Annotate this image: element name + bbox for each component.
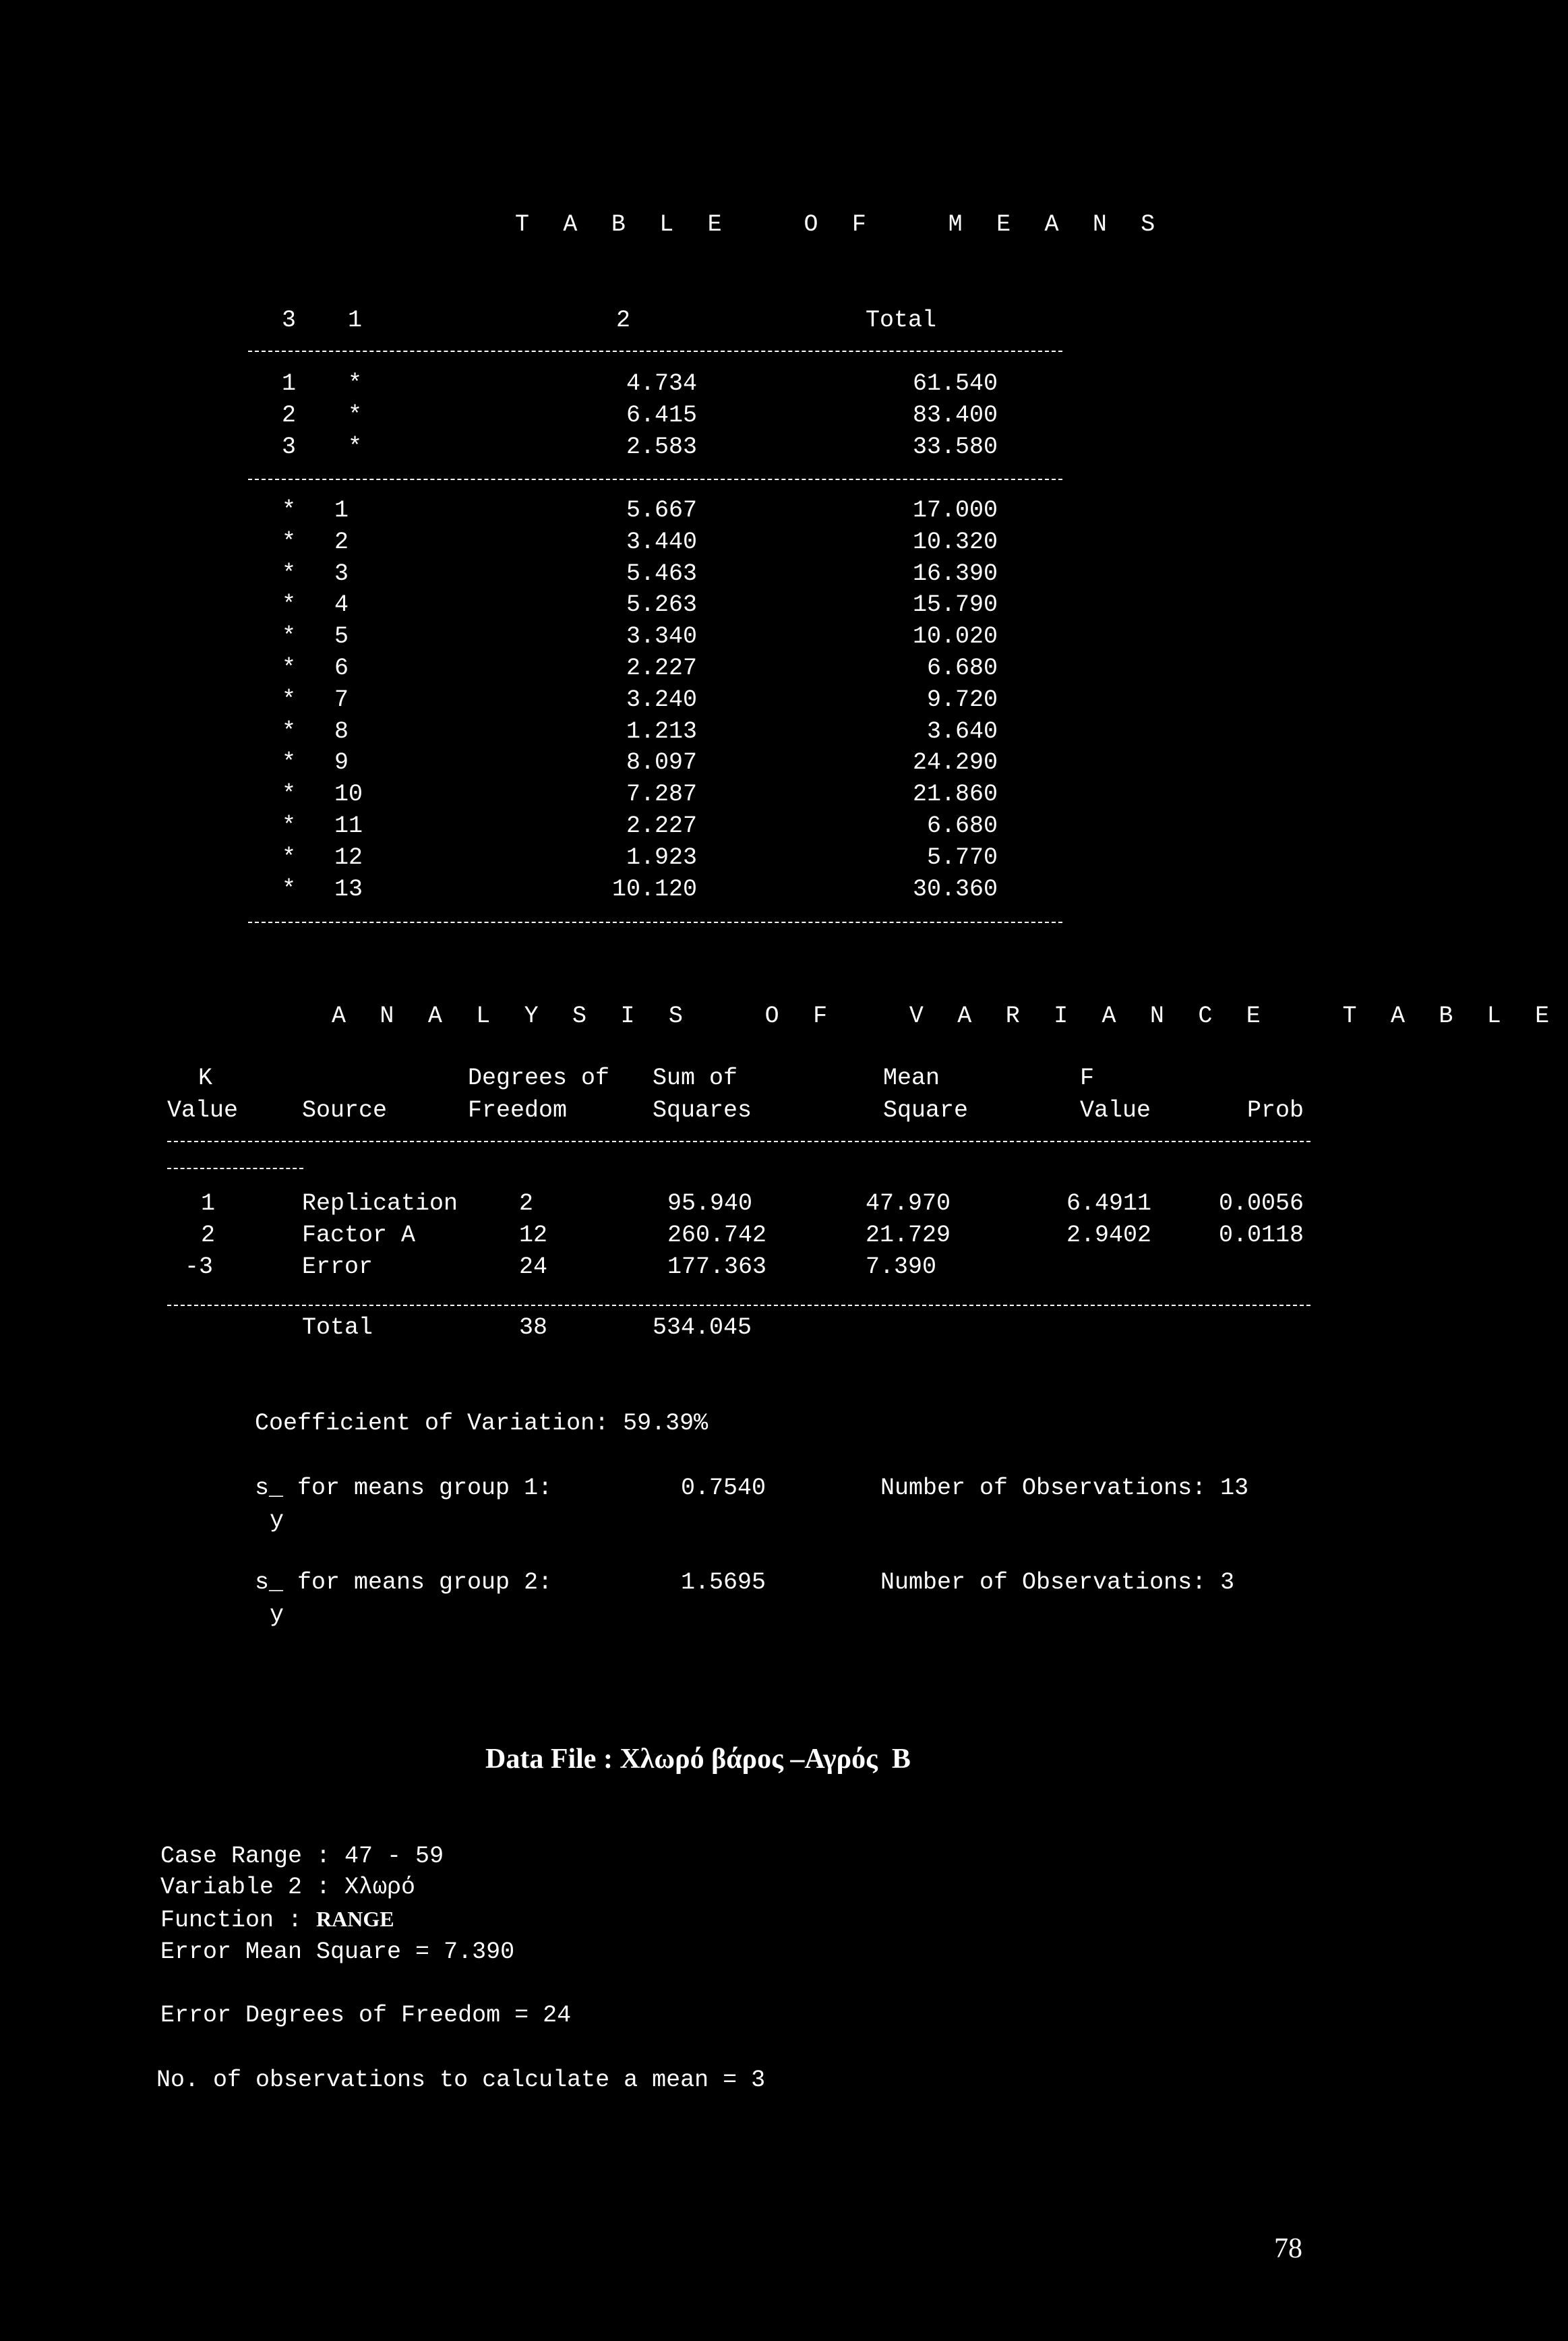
sy-group2-label: s_ for means group 2: [255, 1569, 553, 1596]
error-degrees-of-freedom: Error Degrees of Freedom = 24 [160, 2002, 572, 2029]
means-cell-b: * [348, 402, 363, 429]
means-cell-a: * [282, 528, 297, 556]
means-cell-total: 30.360 [912, 875, 998, 903]
means-cell-a: * [282, 591, 297, 619]
anova-total-ss: 534.045 [653, 1314, 752, 1341]
means-cell-mean: 8.097 [626, 749, 697, 777]
means-cell-b: 12 [334, 843, 363, 871]
function-label: Function : [160, 1907, 317, 1934]
function-line [160, 1908, 394, 1932]
divider [248, 351, 1062, 353]
means-title: T A B L E O F M E A N S [515, 211, 1165, 238]
means-cell-a: * [282, 812, 297, 839]
means-header-3: 3 [282, 307, 297, 334]
means-cell-total: 6.680 [926, 655, 998, 682]
sy-group1-label: s_ for means group 1: [255, 1475, 553, 1502]
means-cell-total: 5.770 [926, 843, 998, 871]
anova-title: A N A L Y S I S O F V A R I A N C E T A B L E [332, 1003, 1559, 1030]
sy-group2-value: 1.5695 [681, 1569, 766, 1596]
means-cell-a: * [282, 781, 297, 808]
means-cell-a: 3 [282, 434, 297, 461]
means-cell-a: * [282, 749, 297, 777]
means-cell-a: 1 [282, 370, 297, 397]
means-cell-total: 15.790 [912, 591, 998, 619]
means-cell-a: 2 [282, 402, 297, 429]
means-cell-total: 16.390 [912, 560, 998, 587]
means-cell-mean: 5.263 [626, 591, 697, 619]
means-cell-mean: 3.240 [626, 686, 697, 713]
means-cell-mean: 4.734 [626, 370, 697, 397]
means-cell-mean: 3.440 [626, 528, 697, 556]
anova-header-f2: Value [1080, 1097, 1151, 1124]
means-cell-a: * [282, 717, 297, 745]
means-cell-a: * [282, 655, 297, 682]
anova-cell-df: 2 [519, 1190, 534, 1217]
anova-cell-ms: 47.970 [866, 1190, 951, 1217]
anova-cell-source: Error [302, 1253, 373, 1280]
means-cell-mean: 2.227 [626, 812, 697, 839]
means-cell-b: 9 [334, 749, 349, 777]
anova-total-label: Total [302, 1314, 373, 1341]
anova-cell-df: 12 [519, 1222, 548, 1249]
means-header-2: 2 [616, 307, 631, 334]
means-cell-mean: 6.415 [626, 402, 697, 429]
means-cell-b: 4 [334, 591, 349, 619]
anova-header-df1: Degrees of [468, 1065, 610, 1092]
sy-group1-observations: Number of Observations: 13 [880, 1475, 1249, 1502]
anova-cell-k: -3 [185, 1253, 214, 1280]
means-cell-total: 61.540 [912, 370, 998, 397]
y-subscript: y [270, 1601, 284, 1628]
means-cell-total: 24.290 [912, 749, 998, 777]
means-cell-total: 33.580 [912, 434, 998, 461]
means-cell-b: 3 [334, 560, 349, 587]
divider [248, 922, 1062, 924]
means-cell-mean: 10.120 [611, 875, 697, 903]
anova-cell-ss: 260.742 [667, 1222, 767, 1249]
anova-cell-ss: 95.940 [667, 1190, 753, 1217]
means-cell-mean: 5.667 [626, 497, 697, 524]
means-cell-total: 10.320 [912, 528, 998, 556]
anova-cell-df: 24 [519, 1253, 548, 1280]
anova-cell-source: Replication [302, 1190, 458, 1217]
function-value: RANGE [316, 1907, 394, 1931]
anova-cell-f: 2.9402 [1066, 1222, 1152, 1249]
anova-header-ms1: Mean [883, 1065, 940, 1092]
y-subscript: y [270, 1507, 284, 1534]
means-cell-b: 1 [334, 497, 349, 524]
anova-cell-prob: 0.0118 [1219, 1222, 1304, 1249]
anova-header-f1: F [1080, 1065, 1095, 1092]
anova-header-value: Value [167, 1097, 239, 1124]
divider [167, 1141, 1310, 1144]
means-cell-a: * [282, 497, 297, 524]
means-cell-b: 10 [334, 781, 363, 808]
means-cell-mean: 2.583 [626, 434, 697, 461]
anova-cell-prob: 0.0056 [1219, 1190, 1304, 1217]
means-cell-mean: 1.923 [626, 843, 697, 871]
page-number: 78 [1274, 2233, 1302, 2264]
error-mean-square: Error Mean Square = 7.390 [160, 1938, 515, 1965]
data-file-title: Data File : Χλωρό βάρος –Αγρός Β [485, 1744, 911, 1775]
means-cell-b: 11 [334, 812, 363, 839]
anova-header-prob: Prob [1247, 1097, 1304, 1124]
means-cell-b: 7 [334, 686, 349, 713]
anova-header-df2: Freedom [468, 1097, 568, 1124]
means-cell-total: 21.860 [912, 781, 998, 808]
anova-cell-source: Factor A [302, 1222, 416, 1249]
anova-cell-ms: 21.729 [866, 1222, 951, 1249]
means-cell-total: 17.000 [912, 497, 998, 524]
sy-group1-value: 0.7540 [681, 1475, 766, 1502]
divider [167, 1305, 1310, 1307]
means-cell-a: * [282, 623, 297, 651]
case-range: Case Range : 47 - 59 [160, 1843, 444, 1870]
coefficient-of-variation: Coefficient of Variation: 59.39% [255, 1410, 708, 1437]
means-cell-mean: 5.463 [626, 560, 697, 587]
divider [167, 1168, 303, 1170]
anova-cell-ms: 7.390 [866, 1253, 937, 1280]
means-cell-b: 2 [334, 528, 349, 556]
anova-header-source: Source [302, 1097, 388, 1124]
means-cell-total: 10.020 [912, 623, 998, 651]
means-header-total: Total [866, 307, 937, 334]
means-cell-total: 83.400 [912, 402, 998, 429]
means-cell-mean: 1.213 [626, 717, 697, 745]
anova-total-df: 38 [519, 1314, 548, 1341]
anova-header-k: K [198, 1065, 213, 1092]
means-cell-total: 9.720 [926, 686, 998, 713]
means-cell-b: 6 [334, 655, 349, 682]
means-cell-a: * [282, 843, 297, 871]
divider [248, 479, 1062, 481]
variable-line: Variable 2 : Χλωρό [160, 1874, 416, 1901]
anova-cell-k: 1 [201, 1190, 216, 1217]
means-cell-total: 6.680 [926, 812, 998, 839]
means-cell-a: * [282, 875, 297, 903]
means-cell-mean: 3.340 [626, 623, 697, 651]
anova-header-ss2: Squares [653, 1097, 752, 1124]
means-cell-total: 3.640 [926, 717, 998, 745]
means-cell-b: 8 [334, 717, 349, 745]
means-cell-b: * [348, 370, 363, 397]
means-header-1: 1 [348, 307, 363, 334]
anova-header-ss1: Sum of [653, 1065, 738, 1092]
sy-group2-observations: Number of Observations: 3 [880, 1569, 1235, 1596]
means-cell-b: * [348, 434, 363, 461]
means-cell-a: * [282, 560, 297, 587]
anova-cell-ss: 177.363 [667, 1253, 767, 1280]
means-cell-b: 5 [334, 623, 349, 651]
anova-header-ms2: Square [883, 1097, 969, 1124]
means-cell-mean: 2.227 [626, 655, 697, 682]
means-cell-b: 13 [334, 875, 363, 903]
means-cell-a: * [282, 686, 297, 713]
anova-cell-k: 2 [201, 1222, 216, 1249]
observations-per-mean: No. of observations to calculate a mean = 3 [156, 2067, 766, 2094]
means-cell-mean: 7.287 [626, 781, 697, 808]
anova-cell-f: 6.4911 [1066, 1190, 1152, 1217]
